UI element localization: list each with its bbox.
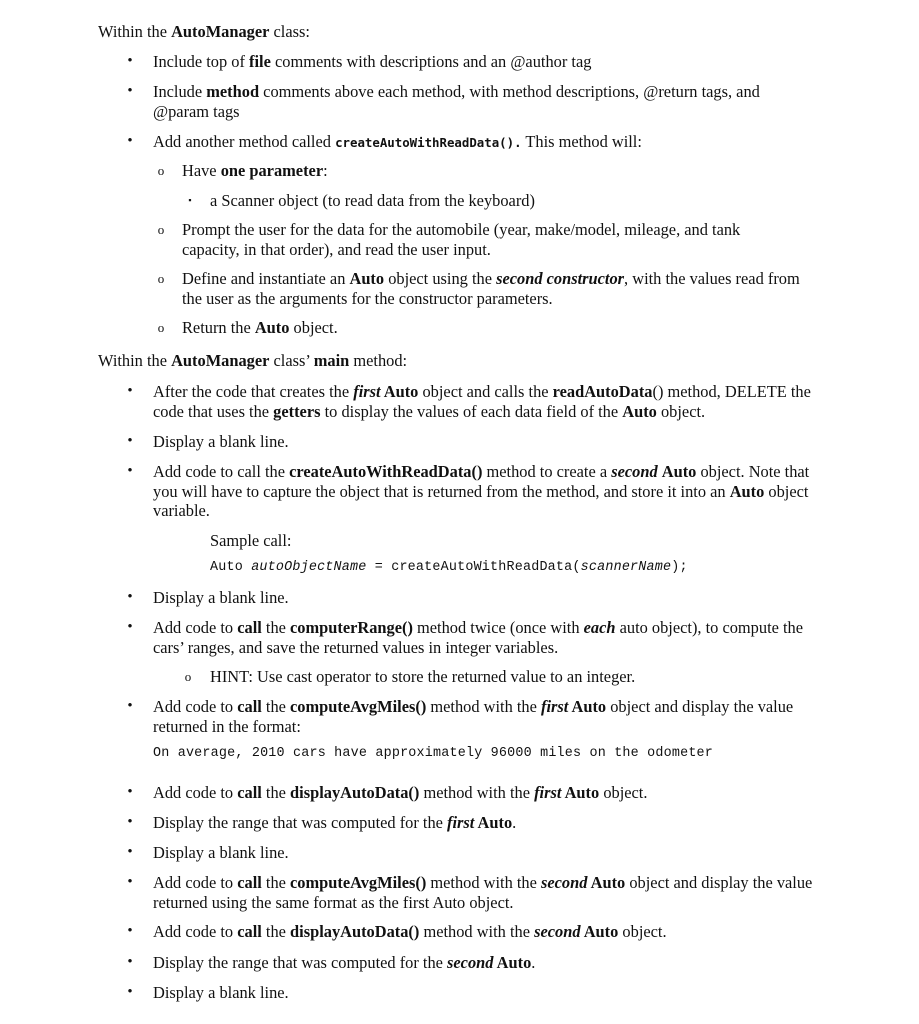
bullet-marker: •	[127, 984, 133, 1000]
circle-marker: o	[157, 163, 165, 178]
list-item-computer-range: Add code to call the computerRange() method twice (once with each auto object), to compute the cars’ ranges, and save the returned values in integer variables.	[153, 618, 804, 657]
bullet-marker: •	[127, 844, 133, 860]
list-item-compute-avg-second: Add code to call the computeAvgMiles() method with the second Auto object and display the value returned using the same format as the first Auto object.	[153, 873, 813, 912]
circle-marker: o	[184, 669, 192, 684]
bullet-marker: •	[127, 433, 133, 449]
bullet-marker: •	[127, 383, 133, 399]
sub-item-return-auto: Return the Auto object.	[182, 318, 338, 337]
sub-item-one-parameter: Have one parameter:	[182, 161, 328, 180]
circle-marker: o	[157, 271, 165, 286]
circle-marker: o	[157, 320, 165, 335]
bullet-marker: •	[127, 589, 133, 605]
list-item-compute-avg-first: Add code to call the computeAvgMiles() method with the first Auto object and display the value returned in the format:	[153, 697, 794, 736]
list-item-delete-getters: After the code that creates the first Auto object and calls the readAutoData() method, DELETE the code that uses the getters to display the values of each data field of the Auto object.	[153, 382, 811, 421]
bullet-marker: •	[127, 923, 133, 939]
sample-call-code: Auto autoObjectName = createAutoWithReadData(scannerName);	[210, 560, 688, 575]
list-item-range-second: Display the range that was computed for the second Auto.	[153, 953, 536, 972]
sub-item-prompt-user: Prompt the user for the data for the automobile (year, make/model, mileage, and tank capacity, in that order), and read the user input.	[182, 220, 741, 259]
bullet-marker: •	[127, 698, 133, 714]
square-marker: ▪	[188, 195, 192, 205]
bullet-marker: •	[127, 619, 133, 635]
list-item-blank-line: Display a blank line.	[153, 432, 289, 451]
bullet-marker: •	[127, 133, 133, 149]
list-item-display-second: Add code to call the displayAutoData() method with the second Auto object.	[153, 922, 667, 941]
list-item-file-comments: Include top of file comments with descriptions and an @author tag	[153, 52, 592, 71]
bullet-marker: •	[127, 463, 133, 479]
list-item-display-first: Add code to call the displayAutoData() method with the first Auto object.	[153, 783, 648, 802]
bullet-marker: •	[127, 874, 133, 890]
list-item-create-second-auto: Add code to call the createAutoWithReadData() method to create a second Auto object. Note that you will have to capture the object that is returned from the method, and store it into an Auto object variable.	[153, 462, 810, 520]
sub-item-instantiate-auto: Define and instantiate an Auto object using the second constructor, with the values read from the user as the arguments for the constructor parameters.	[182, 269, 800, 308]
sample-call-label: Sample call:	[210, 531, 292, 550]
sub-item-hint: HINT: Use cast operator to store the returned value to an integer.	[210, 667, 636, 686]
circle-marker: o	[157, 222, 165, 237]
sub-sub-item-scanner: a Scanner object (to read data from the keyboard)	[210, 191, 535, 210]
section-heading-automanager-class: Within the AutoManager class:	[98, 22, 310, 41]
list-item-blank-line: Display a blank line.	[153, 843, 289, 862]
bullet-marker: •	[127, 53, 133, 69]
list-item-range-first: Display the range that was computed for the first Auto.	[153, 813, 517, 832]
bullet-marker: •	[127, 784, 133, 800]
list-item-add-method: Add another method called createAutoWithReadData(). This method will:	[153, 132, 642, 151]
bullet-marker: •	[127, 954, 133, 970]
format-example-code: On average, 2010 cars have approximately 96000 miles on the odometer	[153, 746, 714, 761]
section-heading-main-method: Within the AutoManager class’ main method:	[98, 351, 408, 370]
bullet-marker: •	[127, 83, 133, 99]
bullet-marker: •	[127, 814, 133, 830]
list-item-blank-line: Display a blank line.	[153, 983, 289, 1002]
list-item-method-comments: Include method comments above each method, with method descriptions, @return tags, and @param tags	[153, 82, 760, 121]
list-item-blank-line: Display a blank line.	[153, 588, 289, 607]
